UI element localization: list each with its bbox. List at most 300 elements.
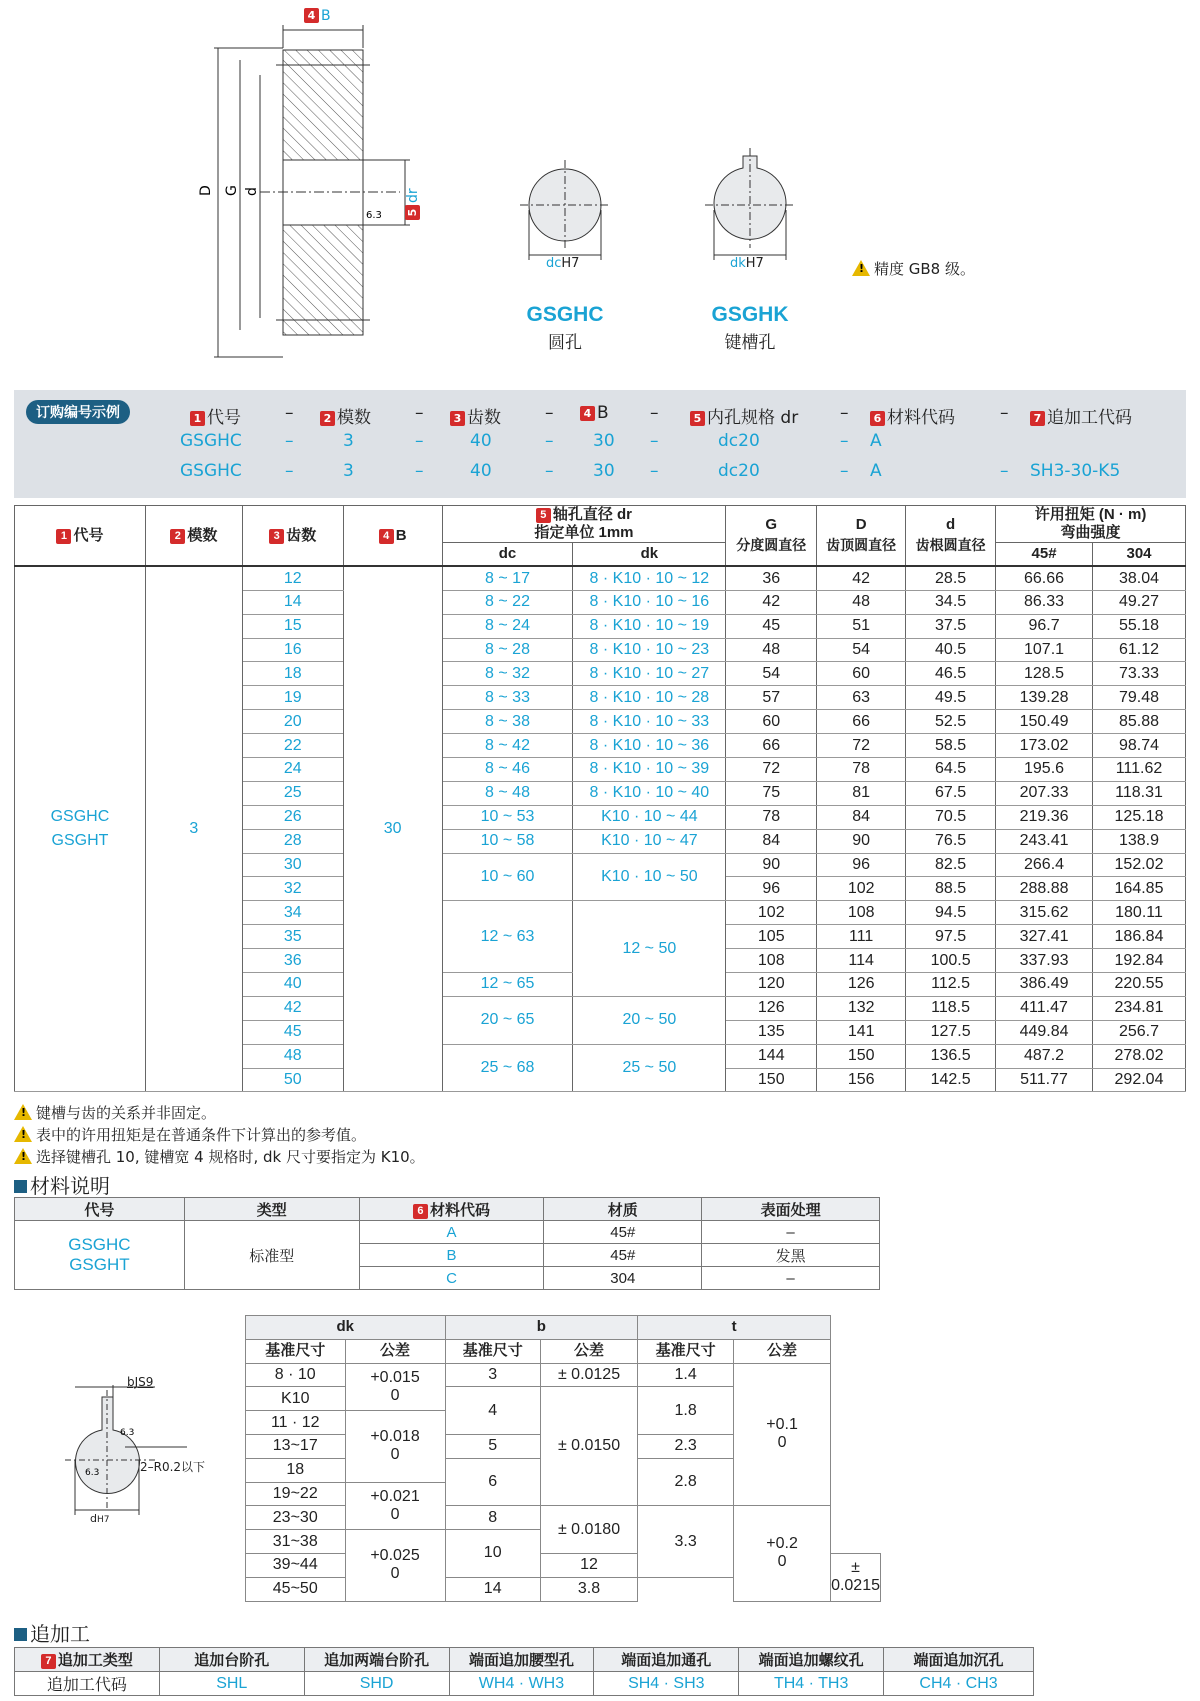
spec-table <box>14 505 1186 1092</box>
cell-teeth: 25 <box>242 781 343 805</box>
cell-dc: 8 ~ 33 <box>442 686 573 710</box>
material-title: 材料说明 <box>14 1170 110 1199</box>
cell-dk: K10 · 10 ~ 44 <box>573 805 726 829</box>
cell-dc: 8 ~ 28 <box>442 638 573 662</box>
cell-torque-45: 139.28 <box>996 686 1093 710</box>
order-dash: – <box>650 461 659 481</box>
col-code: 1 代号 <box>15 506 146 567</box>
cell-D: 51 <box>817 614 906 638</box>
cell-torque-45: 66.66 <box>996 566 1093 590</box>
cell-torque-304: 55.18 <box>1093 614 1186 638</box>
mat-surface-c: – <box>702 1267 880 1290</box>
cell-G: 84 <box>726 829 817 853</box>
cell-G: 150 <box>726 1068 817 1092</box>
cell-d: 34.5 <box>906 590 996 614</box>
tol-t-base: 2.8 <box>638 1458 734 1506</box>
tol-h-t: t <box>638 1316 831 1340</box>
order-dash: – <box>840 431 849 451</box>
tol-dk-base: 18 <box>246 1458 346 1482</box>
col-dk: dk <box>573 543 726 567</box>
cell-G: 78 <box>726 805 817 829</box>
cell-dk: 8 · K10 · 10 ~ 33 <box>573 710 726 734</box>
cell-torque-304: 234.81 <box>1093 996 1186 1020</box>
cell-torque-45: 128.5 <box>996 662 1093 686</box>
cell-dc: 8 ~ 42 <box>442 734 573 758</box>
note-1: !键槽与齿的关系并非固定。 <box>14 1102 216 1123</box>
tol-dk-tol: +0.018 0 <box>345 1411 445 1482</box>
cell-D: 54 <box>817 638 906 662</box>
cell-dc: 12 ~ 63 <box>442 901 573 973</box>
svg-text:6.3: 6.3 <box>120 1428 135 1438</box>
tol-b-base: 14 <box>445 1577 540 1601</box>
cell-d: 142.5 <box>906 1068 996 1092</box>
cell-D: 96 <box>817 853 906 877</box>
cell-d: 67.5 <box>906 781 996 805</box>
order-value: 3 <box>343 461 354 481</box>
cell-torque-304: 186.84 <box>1093 925 1186 949</box>
cell-teeth: 48 <box>242 1044 343 1068</box>
tol-h-tol: 公差 <box>540 1339 637 1363</box>
svg-text:6.3: 6.3 <box>85 1468 100 1478</box>
cell-dc: 12 ~ 65 <box>442 973 573 997</box>
tol-h-dk: dk <box>246 1316 446 1340</box>
order-value: 40 <box>470 431 492 451</box>
tol-dk-base: 39~44 <box>246 1553 346 1577</box>
cell-d: 46.5 <box>906 662 996 686</box>
mat-surface-a: – <box>702 1221 880 1244</box>
add-code-5: CH4 · CH3 <box>884 1672 1034 1696</box>
order-dash: – <box>1000 461 1009 481</box>
cell-teeth: 35 <box>242 925 343 949</box>
cell-D: 132 <box>817 996 906 1020</box>
precision-note: !精度 GB8 级。 <box>852 258 975 279</box>
cell-torque-45: 511.77 <box>996 1068 1093 1092</box>
order-dash: – <box>545 461 554 481</box>
cell-D: 90 <box>817 829 906 853</box>
cell-G: 144 <box>726 1044 817 1068</box>
cell-teeth: 36 <box>242 949 343 973</box>
cell-torque-304: 49.27 <box>1093 590 1186 614</box>
tol-h-b: b <box>445 1316 638 1340</box>
tol-b-tol: ± 0.0150 <box>540 1387 637 1506</box>
cell-torque-304: 152.02 <box>1093 853 1186 877</box>
cell-torque-304: 111.62 <box>1093 758 1186 782</box>
cell-torque-304: 73.33 <box>1093 662 1186 686</box>
order-dash: – <box>415 461 424 481</box>
cell-d: 136.5 <box>906 1044 996 1068</box>
cell-torque-45: 173.02 <box>996 734 1093 758</box>
cell-teeth: 32 <box>242 877 343 901</box>
cell-teeth: 34 <box>242 901 343 925</box>
cell-torque-45: 243.41 <box>996 829 1093 853</box>
keyway-dk-label: dH7 <box>90 1512 110 1525</box>
note-3: !选择键槽孔 10, 键槽宽 4 规格时, dk 尺寸要指定为 K10。 <box>14 1146 425 1167</box>
tol-dk-base: 23~30 <box>246 1506 346 1530</box>
cell-G: 108 <box>726 949 817 973</box>
dim-dr-label: 5dr <box>405 188 421 220</box>
add-header-4: 端面追加通孔 <box>594 1648 739 1672</box>
mat-h-type: 类型 <box>184 1198 359 1221</box>
col-teeth: 3 齿数 <box>242 506 343 567</box>
gsghc-name: 圆孔 <box>548 333 582 353</box>
cell-torque-45: 411.47 <box>996 996 1093 1020</box>
cell-dk: 8 · K10 · 10 ~ 36 <box>573 734 726 758</box>
cell-teeth: 28 <box>242 829 343 853</box>
cell-teeth: 14 <box>242 590 343 614</box>
additional-table <box>14 1647 1034 1696</box>
mat-h-material: 材质 <box>544 1198 702 1221</box>
tol-dk-base: 19~22 <box>246 1482 346 1506</box>
cell-dk: 8 · K10 · 10 ~ 27 <box>573 662 726 686</box>
cell-teeth: 42 <box>242 996 343 1020</box>
cell-torque-304: 256.7 <box>1093 1020 1186 1044</box>
mat-surface-b: 发黑 <box>702 1244 880 1267</box>
tol-b-base: 12 <box>540 1553 637 1577</box>
tol-t-tol: +0.2 0 <box>734 1506 831 1601</box>
cell-G: 96 <box>726 877 817 901</box>
mat-h-matcode: 6 材料代码 <box>359 1198 544 1221</box>
tol-h-base: 基准尺寸 <box>445 1339 540 1363</box>
add-header-0: 7 追加工类型 <box>15 1648 160 1672</box>
col-module: 2 模数 <box>145 506 242 567</box>
cell-torque-45: 96.7 <box>996 614 1093 638</box>
additional-title: 追加工 <box>14 1618 90 1647</box>
add-code-3: SH4 · SH3 <box>594 1672 739 1696</box>
roughness-label: 6.3 <box>366 210 382 221</box>
cell-dk: 25 ~ 50 <box>573 1044 726 1092</box>
cell-dc: 8 ~ 48 <box>442 781 573 805</box>
add-header-3: 端面追加腰型孔 <box>449 1648 594 1672</box>
tol-dk-tol: +0.021 0 <box>345 1482 445 1530</box>
cell-torque-45: 207.33 <box>996 781 1093 805</box>
cell-dc: 8 ~ 32 <box>442 662 573 686</box>
order-example-tag: 订购编号示例 <box>26 400 130 424</box>
warning-icon <box>14 1104 32 1120</box>
cell-d: 97.5 <box>906 925 996 949</box>
cell-code: GSGHC GSGHT <box>15 566 146 1092</box>
cell-D: 126 <box>817 973 906 997</box>
cell-dk: 8 · K10 · 10 ~ 39 <box>573 758 726 782</box>
cell-torque-304: 278.02 <box>1093 1044 1186 1068</box>
cell-torque-45: 86.33 <box>996 590 1093 614</box>
cell-dc: 8 ~ 46 <box>442 758 573 782</box>
cell-teeth: 19 <box>242 686 343 710</box>
order-dash: – <box>285 461 294 481</box>
tol-b-tol: ± 0.0215 <box>831 1553 881 1601</box>
mat-h-code: 代号 <box>15 1198 185 1221</box>
tol-dk-tol: +0.015 0 <box>345 1363 445 1411</box>
cell-torque-304: 292.04 <box>1093 1068 1186 1092</box>
tol-b-base: 4 <box>445 1387 540 1435</box>
cell-d: 76.5 <box>906 829 996 853</box>
cell-G: 126 <box>726 996 817 1020</box>
cell-module: 3 <box>145 566 242 1092</box>
mat-material-b: 45# <box>544 1244 702 1267</box>
tol-row <box>246 1506 881 1530</box>
mat-h-surface: 表面处理 <box>702 1198 880 1221</box>
mat-type: 标准型 <box>184 1221 359 1290</box>
cell-teeth: 22 <box>242 734 343 758</box>
order-header-5: 5 内孔规格 dr <box>690 403 798 428</box>
cell-d: 64.5 <box>906 758 996 782</box>
cell-dk: 8 · K10 · 10 ~ 28 <box>573 686 726 710</box>
order-value: SH3-30-K5 <box>1030 461 1121 481</box>
gsghc-code: GSGHC <box>526 303 604 326</box>
cell-teeth: 26 <box>242 805 343 829</box>
col-304: 304 <box>1093 543 1186 567</box>
cell-torque-45: 195.6 <box>996 758 1093 782</box>
cell-dc: 8 ~ 24 <box>442 614 573 638</box>
cell-D: 102 <box>817 877 906 901</box>
tol-dk-base: 31~38 <box>246 1530 346 1554</box>
tol-dk-base: 8 · 10 <box>246 1363 346 1387</box>
tol-b-base: 3 <box>445 1363 540 1387</box>
order-dash: – <box>840 461 849 481</box>
cell-torque-304: 180.11 <box>1093 901 1186 925</box>
order-dash: – <box>415 431 424 451</box>
cell-G: 54 <box>726 662 817 686</box>
cell-d: 58.5 <box>906 734 996 758</box>
cell-torque-45: 266.4 <box>996 853 1093 877</box>
cell-dk: 20 ~ 50 <box>573 996 726 1044</box>
tol-t-base: 3.8 <box>540 1577 637 1601</box>
cell-G: 135 <box>726 1020 817 1044</box>
cell-teeth: 24 <box>242 758 343 782</box>
add-code-0: SHL <box>159 1672 304 1696</box>
cell-D: 111 <box>817 925 906 949</box>
cell-torque-304: 38.04 <box>1093 566 1186 590</box>
cell-dc: 10 ~ 53 <box>442 805 573 829</box>
cell-teeth: 15 <box>242 614 343 638</box>
cell-G: 72 <box>726 758 817 782</box>
order-header-4: 4 B <box>580 403 609 423</box>
cell-d: 100.5 <box>906 949 996 973</box>
gsghk-name: 键槽孔 <box>724 333 776 353</box>
cell-torque-304: 98.74 <box>1093 734 1186 758</box>
cell-d: 127.5 <box>906 1020 996 1044</box>
order-value: GSGHC <box>180 431 242 451</box>
mat-code: GSGHC GSGHT <box>15 1221 185 1290</box>
cell-torque-304: 138.9 <box>1093 829 1186 853</box>
cell-teeth: 45 <box>242 1020 343 1044</box>
col-d: d 齿根圆直径 <box>906 506 996 567</box>
add-code-1: SHD <box>304 1672 449 1696</box>
cell-torque-304: 220.55 <box>1093 973 1186 997</box>
order-value: GSGHC <box>180 461 242 481</box>
tol-t-base: 2.3 <box>638 1434 734 1458</box>
order-dash: – <box>650 403 659 423</box>
tol-b-tol: ± 0.0125 <box>540 1363 637 1387</box>
tol-t-tol: +0.1 0 <box>734 1363 831 1506</box>
cell-torque-45: 327.41 <box>996 925 1093 949</box>
cell-D: 108 <box>817 901 906 925</box>
cell-d: 82.5 <box>906 853 996 877</box>
order-value: 40 <box>470 461 492 481</box>
dc-h7-label: dcH7 <box>546 256 580 271</box>
cell-D: 141 <box>817 1020 906 1044</box>
tol-h-base: 基准尺寸 <box>246 1339 346 1363</box>
order-header-2: 2 模数 <box>320 403 371 428</box>
cell-d: 88.5 <box>906 877 996 901</box>
cell-teeth: 30 <box>242 853 343 877</box>
cell-dk: 8 · K10 · 10 ~ 40 <box>573 781 726 805</box>
cell-torque-304: 85.88 <box>1093 710 1186 734</box>
keyway-detail-drawing <box>55 1375 220 1525</box>
cell-G: 60 <box>726 710 817 734</box>
tol-dk-base: 45~50 <box>246 1577 346 1601</box>
cell-torque-45: 449.84 <box>996 1020 1093 1044</box>
cell-torque-45: 315.62 <box>996 901 1093 925</box>
gsghk-code: GSGHK <box>711 303 789 326</box>
cell-torque-45: 337.93 <box>996 949 1093 973</box>
mat-code-c: C <box>359 1267 544 1290</box>
keyway-r-label: 2–R0.2以下 <box>140 1460 206 1474</box>
warning-icon <box>852 260 870 276</box>
order-value: 3 <box>343 431 354 451</box>
cell-G: 90 <box>726 853 817 877</box>
order-dash: – <box>415 403 424 423</box>
cell-G: 75 <box>726 781 817 805</box>
cell-dc: 25 ~ 68 <box>442 1044 573 1092</box>
add-header-2: 追加两端台阶孔 <box>304 1648 449 1672</box>
cell-d: 52.5 <box>906 710 996 734</box>
add-header-1: 追加台阶孔 <box>159 1648 304 1672</box>
tol-b-base: 10 <box>445 1530 540 1578</box>
col-torque: 许用扭矩 (N · m) 弯曲强度 <box>996 506 1186 543</box>
cell-b: 30 <box>343 566 442 1092</box>
tol-b-base: 5 <box>445 1434 540 1458</box>
cell-torque-304: 192.84 <box>1093 949 1186 973</box>
add-header-6: 端面追加沉孔 <box>884 1648 1034 1672</box>
cell-d: 112.5 <box>906 973 996 997</box>
tol-h-tol: 公差 <box>734 1339 831 1363</box>
cell-torque-304: 79.48 <box>1093 686 1186 710</box>
cell-torque-45: 107.1 <box>996 638 1093 662</box>
cell-dc: 8 ~ 38 <box>442 710 573 734</box>
order-value: A <box>870 431 882 451</box>
cell-d: 28.5 <box>906 566 996 590</box>
order-value: 30 <box>593 461 615 481</box>
cell-torque-304: 61.12 <box>1093 638 1186 662</box>
col-45: 45# <box>996 543 1093 567</box>
warning-icon <box>14 1148 32 1164</box>
cell-d: 49.5 <box>906 686 996 710</box>
cell-teeth: 16 <box>242 638 343 662</box>
cell-teeth: 50 <box>242 1068 343 1092</box>
mat-material-c: 304 <box>544 1267 702 1290</box>
cell-D: 84 <box>817 805 906 829</box>
cell-d: 70.5 <box>906 805 996 829</box>
cell-torque-304: 125.18 <box>1093 805 1186 829</box>
cell-D: 60 <box>817 662 906 686</box>
dim-D: D <box>198 185 214 196</box>
cell-G: 36 <box>726 566 817 590</box>
col-b: 4 B <box>343 506 442 567</box>
cell-torque-45: 150.49 <box>996 710 1093 734</box>
cell-G: 120 <box>726 973 817 997</box>
cell-D: 78 <box>817 758 906 782</box>
tol-dk-base: K10 <box>246 1387 346 1411</box>
cell-D: 42 <box>817 566 906 590</box>
cell-dc: 8 ~ 22 <box>442 590 573 614</box>
cell-torque-45: 487.2 <box>996 1044 1093 1068</box>
cell-dk: 8 · K10 · 10 ~ 23 <box>573 638 726 662</box>
cell-G: 48 <box>726 638 817 662</box>
col-dc: dc <box>442 543 573 567</box>
order-header-3: 3 齿数 <box>450 403 501 428</box>
cell-D: 72 <box>817 734 906 758</box>
order-dash: – <box>650 431 659 451</box>
cell-torque-304: 164.85 <box>1093 877 1186 901</box>
cell-G: 45 <box>726 614 817 638</box>
tol-b-tol: ± 0.0180 <box>540 1506 637 1554</box>
tol-row <box>246 1363 881 1387</box>
tol-dk-base: 11 · 12 <box>246 1411 346 1435</box>
tol-b-base: 6 <box>445 1458 540 1506</box>
col-bore: 5 轴孔直径 dr 指定单位 1mm <box>442 506 726 543</box>
order-value: dc20 <box>718 461 760 481</box>
order-dash: – <box>1000 403 1009 423</box>
cell-teeth: 20 <box>242 710 343 734</box>
cell-d: 94.5 <box>906 901 996 925</box>
cell-dc: 10 ~ 60 <box>442 853 573 901</box>
order-header-7: 7 追加工代码 <box>1030 403 1132 428</box>
col-D: D 齿顶圆直径 <box>817 506 906 567</box>
cell-d: 118.5 <box>906 996 996 1020</box>
order-dash: – <box>545 403 554 423</box>
dk-h7-label: dkH7 <box>730 256 764 271</box>
cell-D: 150 <box>817 1044 906 1068</box>
tol-t-base: 3.3 <box>638 1506 734 1577</box>
cell-D: 66 <box>817 710 906 734</box>
spec-row <box>15 566 1186 590</box>
cell-dk: 8 · K10 · 10 ~ 12 <box>573 566 726 590</box>
order-dash: – <box>285 431 294 451</box>
mat-code-b: B <box>359 1244 544 1267</box>
cell-dc: 10 ~ 58 <box>442 829 573 853</box>
cell-G: 102 <box>726 901 817 925</box>
order-value: 30 <box>593 431 615 451</box>
col-G: G 分度圆直径 <box>726 506 817 567</box>
cell-torque-304: 118.31 <box>1093 781 1186 805</box>
cell-G: 105 <box>726 925 817 949</box>
order-value: dc20 <box>718 431 760 451</box>
order-header-1: 1 代号 <box>190 403 241 428</box>
cell-G: 66 <box>726 734 817 758</box>
cell-torque-45: 219.36 <box>996 805 1093 829</box>
cell-torque-45: 288.88 <box>996 877 1093 901</box>
keyway-tolerance-table <box>245 1315 881 1602</box>
order-value: A <box>870 461 882 481</box>
cell-d: 37.5 <box>906 614 996 638</box>
cell-torque-45: 386.49 <box>996 973 1093 997</box>
order-header-6: 6 材料代码 <box>870 403 955 428</box>
cell-d: 40.5 <box>906 638 996 662</box>
cell-D: 63 <box>817 686 906 710</box>
tol-t-base: 1.8 <box>638 1387 734 1435</box>
cell-G: 42 <box>726 590 817 614</box>
gear-section-drawing <box>200 0 440 370</box>
note-2: !表中的许用扭矩是在普通条件下计算出的参考值。 <box>14 1124 366 1145</box>
cell-dc: 20 ~ 65 <box>442 996 573 1044</box>
cell-D: 81 <box>817 781 906 805</box>
add-code-4: TH4 · TH3 <box>739 1672 884 1696</box>
mat-material-a: 45# <box>544 1221 702 1244</box>
cell-dk: K10 · 10 ~ 50 <box>573 853 726 901</box>
cell-dk: 12 ~ 50 <box>573 901 726 997</box>
order-dash: – <box>545 431 554 451</box>
add-row-label: 追加工代码 <box>15 1672 160 1696</box>
